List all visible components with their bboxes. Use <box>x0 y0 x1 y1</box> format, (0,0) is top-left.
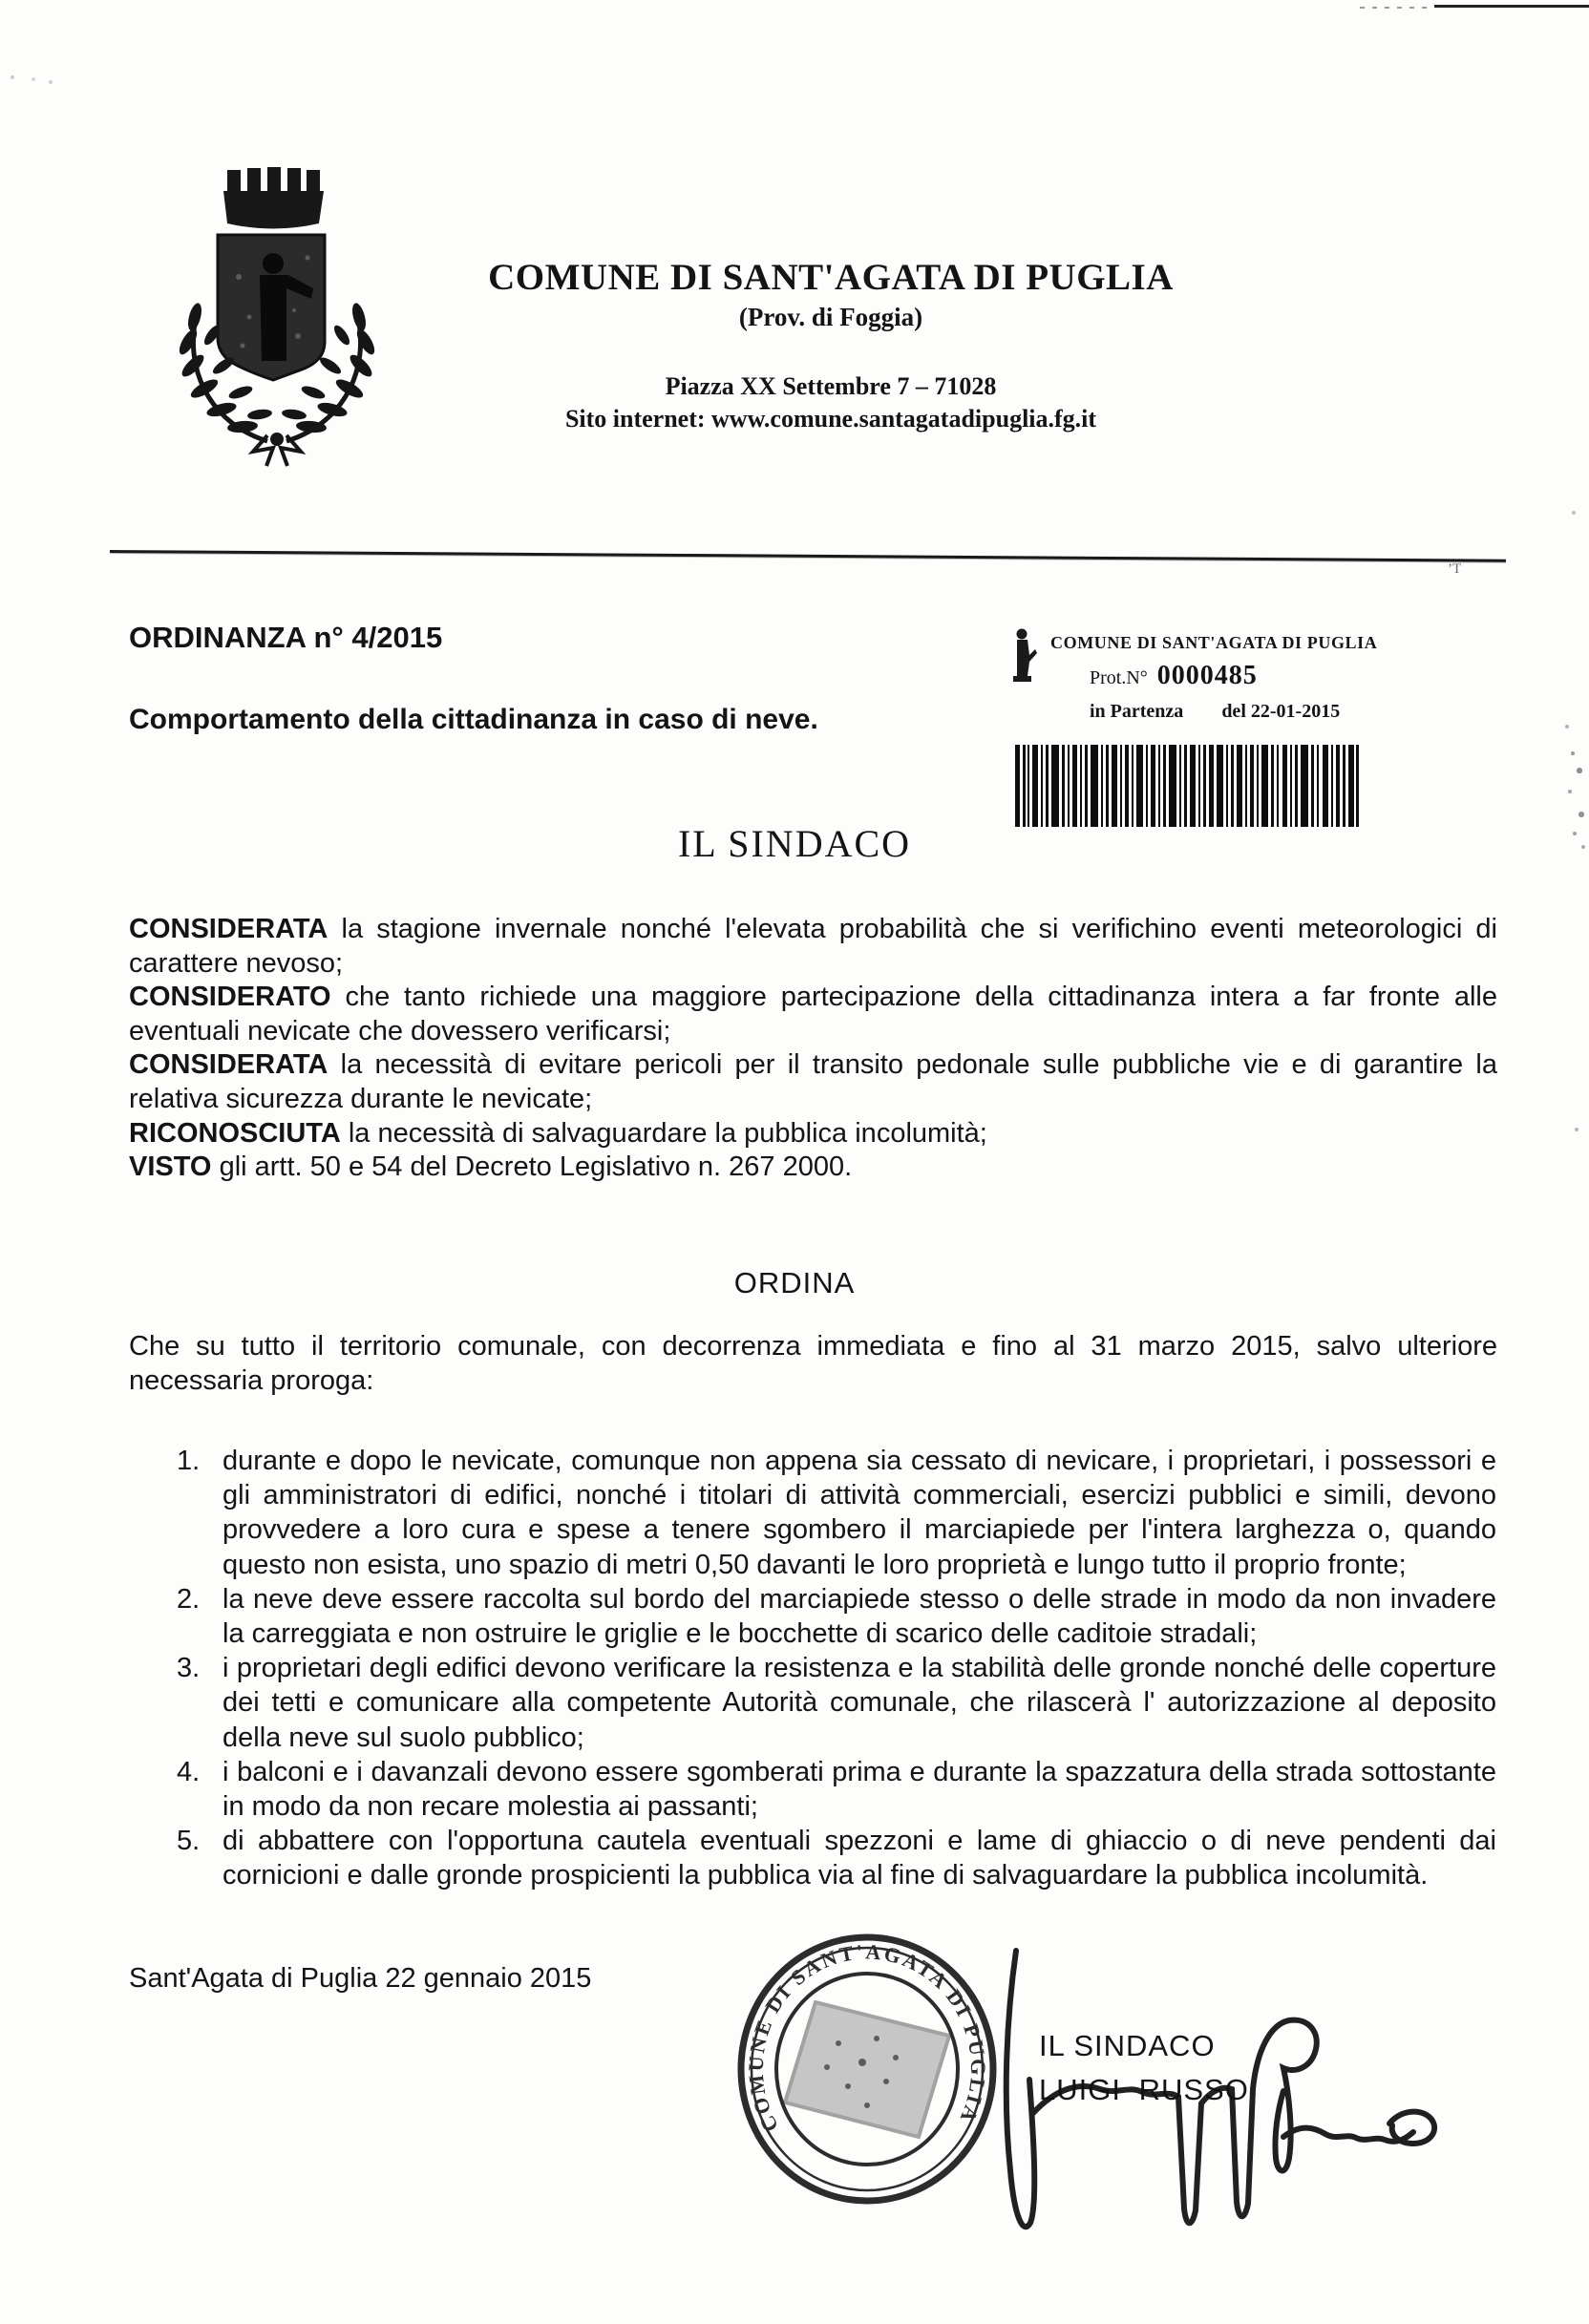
ordered-list <box>177 1444 1496 1893</box>
list-item <box>177 1755 1496 1824</box>
preamble-lead: CONSIDERATA <box>129 914 328 944</box>
list-item-text: durante e dopo le nevicate, comunque non appena sia cessato di nevicare, i proprietari, i possessori e gli amministratori di edifici, nonché i titolari di attività commerciali, esercizi pubblici e simili, devono provvedere a loro cura e spese a tenere sgombero il marciapiede per l'intera larghezza o, quando questo non esista, uno spazio di metri 0,50 davanti le loro proprietà e lungo tutto il proprio fronte; <box>222 1446 1496 1580</box>
preamble-paragraph <box>129 981 1497 1048</box>
protocol-number: 0000485 <box>1156 661 1258 690</box>
handwritten-signature <box>993 1936 1490 2251</box>
round-stamp-text: COMUNE DI SANT'AGATA DI PUGLIA <box>743 1939 991 2137</box>
list-item-text: i proprietari degli edifici devono verificare la resistenza e la stabilità delle gronde nonché delle coperture dei tetti e comunicare alla competente Autorità comunale, che rilascerà l' autorizzazione al deposito della neve sul suolo pubblico; <box>222 1653 1496 1753</box>
scan-artifact-mark: ’T <box>1448 561 1462 577</box>
protocol-number-line <box>1090 661 1258 691</box>
ordina-heading: ORDINA <box>733 1266 856 1299</box>
scan-artifact-top-dashes <box>1360 7 1434 9</box>
header-divider <box>110 550 1506 562</box>
preamble-paragraph <box>129 1117 1497 1151</box>
ordinance-number: ORDINANZA n° 4/2015 <box>129 621 443 654</box>
protocol-label: Prot.N° <box>1090 667 1148 688</box>
saint-statue-icon <box>1007 626 1038 686</box>
ordinance-subject: Comportamento della cittadinanza in caso di neve. <box>129 704 818 735</box>
preamble-text: che tanto richiede una maggiore partecipazione della cittadinanza intera a far fronte alle eventuali nevicate che dovessero verificarsi; <box>129 982 1498 1046</box>
preamble-text: la stagione invernale nonché l'elevata probabilità che si verifichino eventi meteorologici di carattere nevoso; <box>129 914 1497 979</box>
protocol-direction: in Partenza <box>1090 701 1184 722</box>
signature-title: IL SINDACO <box>1039 2029 1216 2062</box>
list-item <box>177 1651 1496 1755</box>
list-item-number: 3. <box>177 1653 201 1684</box>
list-item-number: 2. <box>177 1583 201 1615</box>
letterhead <box>258 256 1404 435</box>
province-line: (Prov. di Foggia) <box>738 303 923 331</box>
preamble-paragraph <box>129 913 1497 981</box>
address-line: Piazza XX Settembre 7 – 71028 <box>665 372 997 400</box>
list-item-text: i balconi e i davanzali devono essere sgomberati prima e durante la spazzatura della strada sottostante in modo da non recare molestia ai passanti; <box>222 1756 1496 1823</box>
preamble <box>129 913 1497 1185</box>
preamble-paragraph <box>129 1151 1497 1185</box>
list-item-number: 5. <box>177 1826 201 1857</box>
scan-artifact-top-line <box>1434 5 1589 8</box>
list-item-number: 1. <box>177 1446 201 1476</box>
mayor-heading: IL SINDACO <box>677 822 912 865</box>
preamble-text: gli artt. 50 e 54 del Decreto Legislativo n. 267 2000. <box>219 1151 853 1183</box>
list-item-text: la neve deve essere raccolta sul bordo del marciapiede stesso o delle strade in modo da non invadere la carreggiata e non ostruire le griglie e le bocchette di scarico delle caditoie stradali; <box>222 1583 1496 1650</box>
protocol-direction-line <box>1090 701 1340 723</box>
municipality-name: COMUNE DI SANT'AGATA DI PUGLIA <box>488 257 1174 298</box>
preamble-text: la necessità di salvaguardare la pubblica incolumità; <box>348 1117 987 1149</box>
preamble-lead: CONSIDERATA <box>129 1049 328 1081</box>
round-municipal-stamp-icon <box>733 1929 1006 2210</box>
list-item <box>177 1582 1496 1651</box>
preamble-lead: CONSIDERATO <box>129 982 331 1013</box>
barcode <box>1015 745 1359 827</box>
list-item-text: di abbattere con l'opportuna cautela eventuali spezzoni e lame di ghiaccio o di neve pendenti dai cornicioni e dalle gronde prospicienti la pubblica via al fine di salvaguardare la pubblica incolumità. <box>222 1826 1496 1891</box>
website-line: Sito internet: www.comune.santagatadipuglia.fg.it <box>564 405 1097 433</box>
list-item <box>177 1824 1496 1892</box>
ordina-intro: Che su tutto il territorio comunale, con decorrenza immediata e fino al 31 marzo 2015, salvo ulteriore necessaria proroga: <box>129 1331 1497 1396</box>
protocol-municipality: COMUNE DI SANT'AGATA DI PUGLIA <box>1050 633 1378 652</box>
list-item-number: 4. <box>177 1756 201 1787</box>
signature-name: LUIGI RUSSO <box>1039 2073 1249 2106</box>
preamble-text: la necessità di evitare pericoli per il transito pedonale sulle pubbliche vie e di garantire la relativa sicurezza durante le nevicate; <box>129 1049 1497 1114</box>
preamble-lead: RICONOSCIUTA <box>129 1117 341 1149</box>
protocol-date: del 22-01-2015 <box>1221 701 1341 722</box>
preamble-lead: VISTO <box>129 1151 212 1183</box>
scan-noise-specks <box>0 0 2 2</box>
list-item <box>177 1444 1496 1582</box>
place-and-date: Sant'Agata di Puglia 22 gennaio 2015 <box>129 1963 592 1994</box>
preamble-paragraph <box>129 1048 1497 1116</box>
